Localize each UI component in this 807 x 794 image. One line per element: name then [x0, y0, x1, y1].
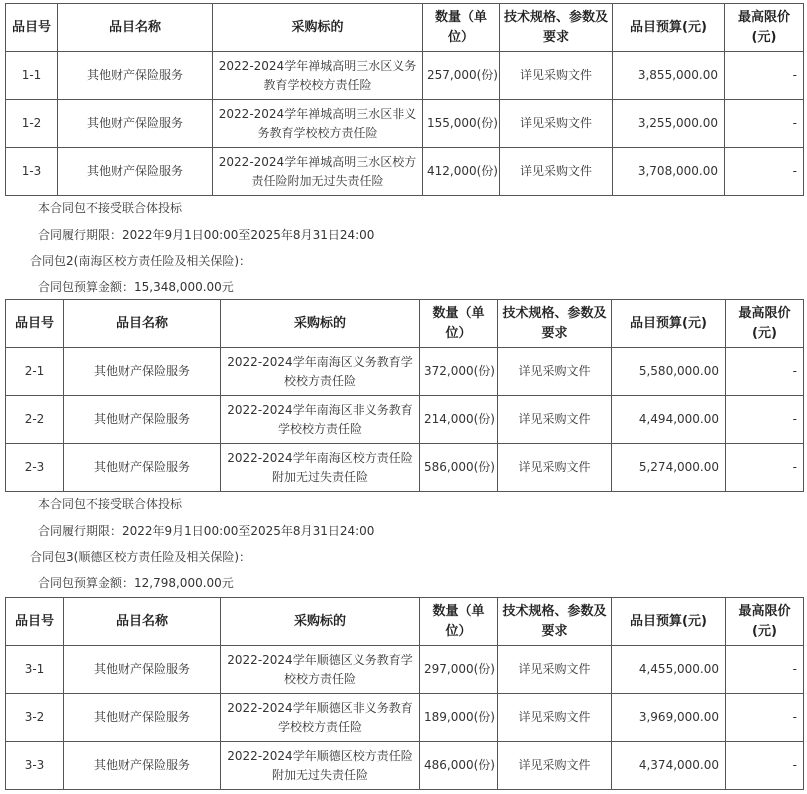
- package3-table: [5, 597, 804, 790]
- cell-budget: 3,708,000.00: [613, 148, 725, 196]
- cell-item-name: 其他财产保险服务: [64, 646, 221, 694]
- cell-quantity: 486,000(份): [420, 742, 498, 790]
- package3-budget-total: 合同包预算金额：12,798,000.00元: [38, 576, 234, 590]
- col-header-spec: 技术规格、参数及要求: [500, 4, 613, 52]
- cell-item-name: 其他财产保险服务: [64, 348, 221, 396]
- cell-max-price: -: [726, 444, 804, 492]
- package1-table: [5, 3, 804, 196]
- cell-quantity: 257,000(份): [423, 52, 500, 100]
- cell-item-no: 3-1: [6, 646, 64, 694]
- cell-item-no: 1-1: [6, 52, 58, 100]
- col-header-budget: 品目预算(元): [612, 300, 726, 348]
- cell-budget: 5,274,000.00: [612, 444, 726, 492]
- col-header-max-price: 最高限价(元): [725, 4, 804, 52]
- cell-item-name: 其他财产保险服务: [64, 742, 221, 790]
- col-header-item-no: 品目号: [6, 300, 64, 348]
- cell-quantity: 189,000(份): [420, 694, 498, 742]
- cell-target: 2022-2024学年禅城高明三水区校方责任险附加无过失责任险: [213, 148, 423, 196]
- cell-spec: 详见采购文件: [500, 148, 613, 196]
- col-header-max-price: 最高限价(元): [726, 598, 804, 646]
- col-header-quantity: 数量（单位）: [423, 4, 500, 52]
- table-header-row: [6, 4, 804, 52]
- cell-max-price: -: [726, 742, 804, 790]
- package2-period: 合同履行期限：2022年9月1日00:00至2025年8月31日24:00: [38, 524, 375, 538]
- cell-target: 2022-2024学年顺德区非义务教育学校校方责任险: [221, 694, 420, 742]
- cell-item-no: 2-2: [6, 396, 64, 444]
- col-header-target: 采购标的: [213, 4, 423, 52]
- cell-target: 2022-2024学年禅城高明三水区非义务教育学校校方责任险: [213, 100, 423, 148]
- col-header-target: 采购标的: [221, 300, 420, 348]
- table-row: [6, 52, 804, 100]
- cell-max-price: -: [726, 694, 804, 742]
- cell-spec: 详见采购文件: [498, 694, 612, 742]
- cell-target: 2022-2024学年南海区义务教育学校校方责任险: [221, 348, 420, 396]
- cell-item-name: 其他财产保险服务: [64, 396, 221, 444]
- col-header-quantity: 数量（单位）: [420, 300, 498, 348]
- package2-budget-total: 合同包预算金额：15,348,000.00元: [38, 280, 234, 294]
- cell-max-price: -: [725, 100, 804, 148]
- table-row: [6, 348, 804, 396]
- cell-spec: 详见采购文件: [498, 742, 612, 790]
- cell-spec: 详见采购文件: [498, 444, 612, 492]
- cell-item-no: 1-2: [6, 100, 58, 148]
- col-header-item-no: 品目号: [6, 4, 58, 52]
- cell-max-price: -: [725, 52, 804, 100]
- table-row: [6, 646, 804, 694]
- table-row: [6, 100, 804, 148]
- col-header-max-price: 最高限价(元): [726, 300, 804, 348]
- table-row: [6, 742, 804, 790]
- cell-item-no: 3-3: [6, 742, 64, 790]
- package1-period: 合同履行期限：2022年9月1日00:00至2025年8月31日24:00: [38, 228, 375, 242]
- col-header-item-no: 品目号: [6, 598, 64, 646]
- package3-title: 合同包3(顺德区校方责任险及相关保险)：: [30, 550, 251, 564]
- cell-spec: 详见采购文件: [498, 396, 612, 444]
- cell-spec: 详见采购文件: [498, 348, 612, 396]
- cell-budget: 5,580,000.00: [612, 348, 726, 396]
- col-header-quantity: 数量（单位）: [420, 598, 498, 646]
- table-header-row: [6, 598, 804, 646]
- cell-spec: 详见采购文件: [500, 52, 613, 100]
- col-header-budget: 品目预算(元): [612, 598, 726, 646]
- col-header-item-name: 品目名称: [64, 598, 221, 646]
- cell-item-name: 其他财产保险服务: [64, 444, 221, 492]
- table-row: [6, 396, 804, 444]
- cell-item-name: 其他财产保险服务: [64, 694, 221, 742]
- cell-budget: 3,855,000.00: [613, 52, 725, 100]
- col-header-item-name: 品目名称: [58, 4, 213, 52]
- table-row: [6, 148, 804, 196]
- package2-table: [5, 299, 804, 492]
- col-header-item-name: 品目名称: [64, 300, 221, 348]
- package2-title: 合同包2(南海区校方责任险及相关保险)：: [30, 254, 251, 268]
- cell-quantity: 412,000(份): [423, 148, 500, 196]
- cell-quantity: 155,000(份): [423, 100, 500, 148]
- cell-budget: 3,255,000.00: [613, 100, 725, 148]
- table-header-row: [6, 300, 804, 348]
- cell-target: 2022-2024学年顺德区义务教育学校校方责任险: [221, 646, 420, 694]
- cell-max-price: -: [726, 396, 804, 444]
- cell-budget: 4,494,000.00: [612, 396, 726, 444]
- cell-quantity: 297,000(份): [420, 646, 498, 694]
- cell-quantity: 214,000(份): [420, 396, 498, 444]
- cell-spec: 详见采购文件: [500, 100, 613, 148]
- cell-item-name: 其他财产保险服务: [58, 100, 213, 148]
- package1-no-consortium: 本合同包不接受联合体投标: [38, 201, 183, 215]
- cell-item-name: 其他财产保险服务: [58, 52, 213, 100]
- cell-budget: 3,969,000.00: [612, 694, 726, 742]
- cell-item-no: 3-2: [6, 694, 64, 742]
- col-header-target: 采购标的: [221, 598, 420, 646]
- cell-max-price: -: [725, 148, 804, 196]
- cell-budget: 4,374,000.00: [612, 742, 726, 790]
- table-row: [6, 444, 804, 492]
- package2-no-consortium: 本合同包不接受联合体投标: [38, 497, 183, 511]
- cell-spec: 详见采购文件: [498, 646, 612, 694]
- cell-item-name: 其他财产保险服务: [58, 148, 213, 196]
- table-row: [6, 694, 804, 742]
- col-header-spec: 技术规格、参数及要求: [498, 598, 612, 646]
- cell-quantity: 586,000(份): [420, 444, 498, 492]
- cell-budget: 4,455,000.00: [612, 646, 726, 694]
- cell-max-price: -: [726, 348, 804, 396]
- cell-quantity: 372,000(份): [420, 348, 498, 396]
- cell-target: 2022-2024学年南海区非义务教育学校校方责任险: [221, 396, 420, 444]
- cell-item-no: 2-3: [6, 444, 64, 492]
- cell-target: 2022-2024学年顺德区校方责任险附加无过失责任险: [221, 742, 420, 790]
- cell-target: 2022-2024学年南海区校方责任险附加无过失责任险: [221, 444, 420, 492]
- col-header-spec: 技术规格、参数及要求: [498, 300, 612, 348]
- cell-item-no: 1-3: [6, 148, 58, 196]
- cell-item-no: 2-1: [6, 348, 64, 396]
- cell-target: 2022-2024学年禅城高明三水区义务教育学校校方责任险: [213, 52, 423, 100]
- col-header-budget: 品目预算(元): [613, 4, 725, 52]
- cell-max-price: -: [726, 646, 804, 694]
